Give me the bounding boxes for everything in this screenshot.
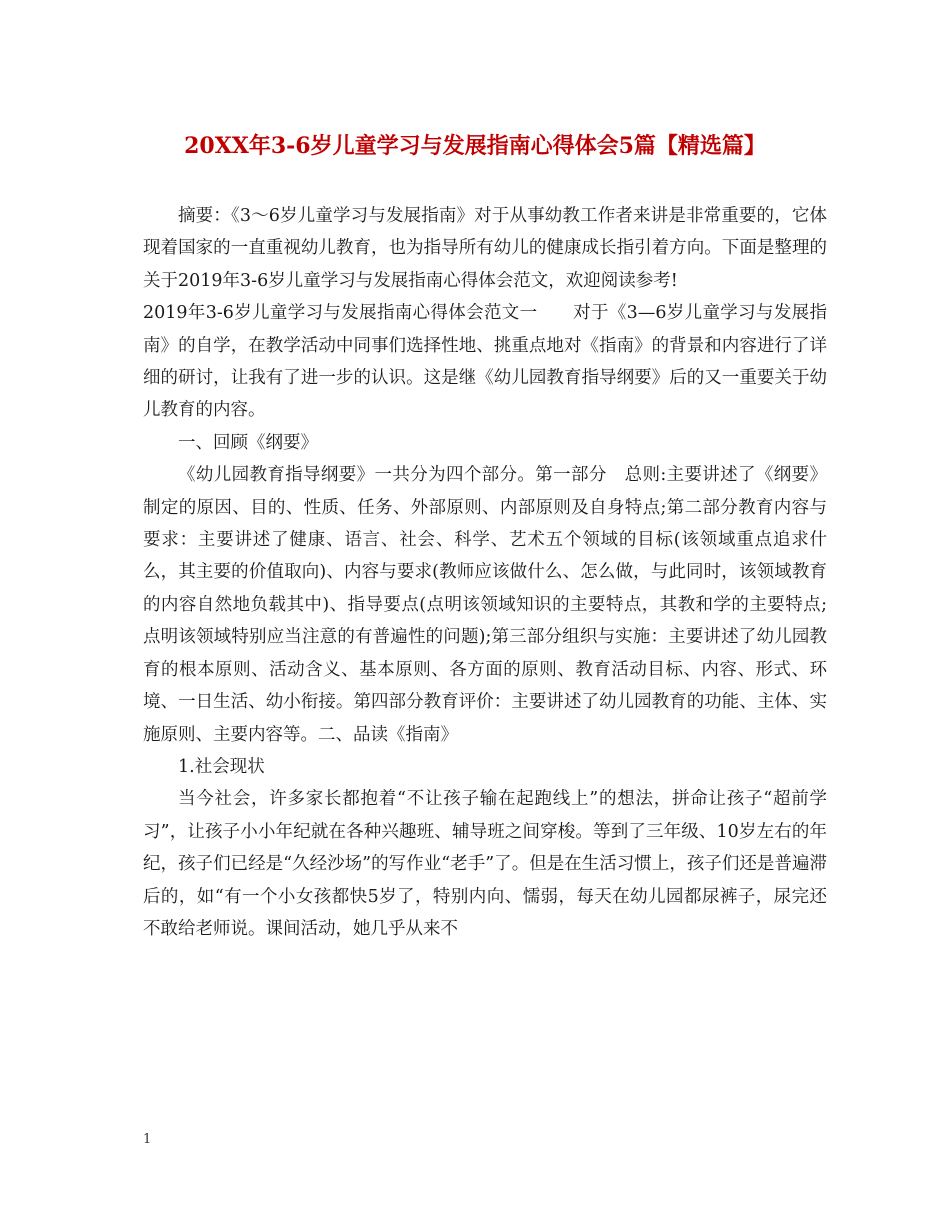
page-number: 1: [143, 1132, 152, 1147]
abstract-paragraph: 摘要：《3～6岁儿童学习与发展指南》对于从事幼教工作者来讲是非常重要的，它体现着国家的一直重视幼儿教育，也为指导所有幼儿的健康成长指引着方向。下面是整理的关于2019年3-6岁儿童学习与发展指南心得体会范文，欢迎阅读参考!: [143, 206, 827, 291]
document-title: 20XX年3-6岁儿童学习与发展指南心得体会5篇【精选篇】: [184, 133, 766, 159]
section-heading-review: 一、回顾《纲要》: [178, 432, 318, 453]
social-status-paragraph: 当今社会，许多家长都抱着“不让孩子输在起跑线上”的想法，拼命让孩子“超前学习”，让孩子小小年纪就在各种兴趣班、辅导班之间穿梭。等到了三年级、10岁左右的年纪，孩子们已经是“久经沙场”的写作业“老手”了。但是在生活习惯上，孩子们还是普遍滞后的，如“有一个小女孩都快5岁了，特别内向、懦弱，每天在幼儿园都尿裤子，尿完还不敢给老师说。课间活动，她几乎从来不: [143, 789, 827, 939]
essay-one-intro-paragraph: 2019年3-6岁儿童学习与发展指南心得体会范文一 对于《3—6岁儿童学习与发展指南》的自学，在教学活动中同事们选择性地、挑重点地对《指南》的背景和内容进行了详细的研讨，让我有了进一步的认识。这是继《幼儿园教育指导纲要》后的又一重要关于幼儿教育的内容。: [143, 303, 827, 421]
outline-paragraph: 《幼儿园教育指导纲要》一共分为四个部分。第一部分 总则:主要讲述了《纲要》制定的原因、目的、性质、任务、外部原则、内部原则及自身特点;第二部分教育内容与要求：主要讲述了健康、语言、社会、科学、艺术五个领域的目标(该领域重点追求什么，其主要的价值取向)、内容与要求(教师应该做什么、怎么做，与此同时，该领域教育的内容自然地负载其中)、指导要点(点明该领域知识的主要特点，其教和学的主要特点;点明该领域特别应当注意的有普遍性的问题);第三部分组织与实施：主要讲述了幼儿园教育的根本原则、活动含义、基本原则、各方面的原则、教育活动目标、内容、形式、环境、一日生活、幼小衔接。第四部分教育评价：主要讲述了幼儿园教育的功能、主体、实施原则、主要内容等。二、品读《指南》: [143, 465, 827, 745]
document-body: [143, 200, 827, 945]
subheading-social-status: 1.社会现状: [178, 756, 265, 777]
